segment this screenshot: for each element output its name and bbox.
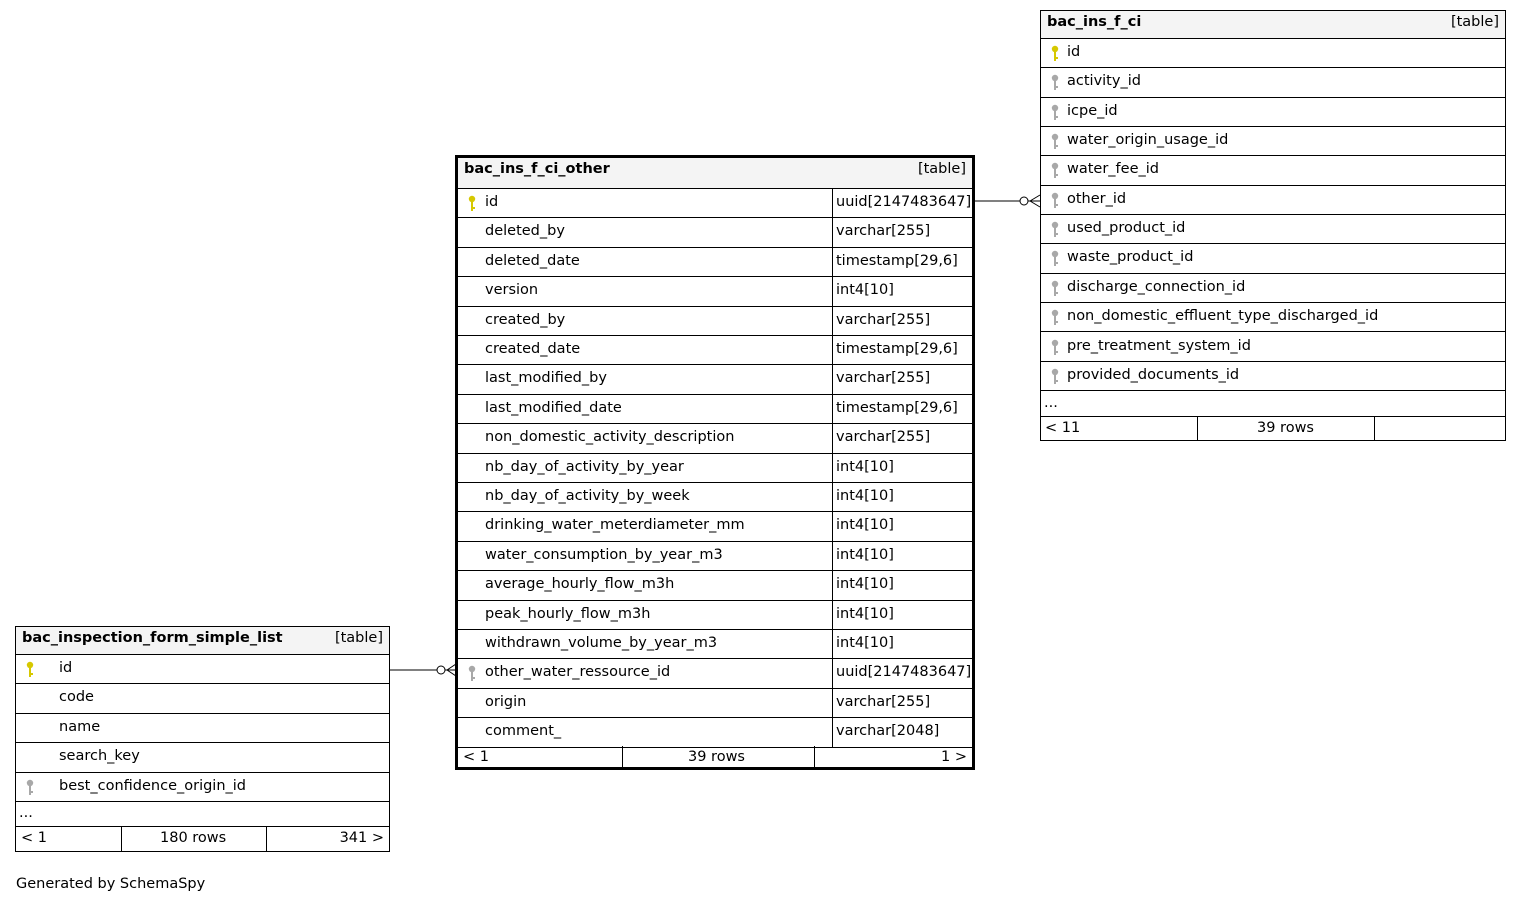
table-bac-inspection-form-simple-list[interactable] xyxy=(15,626,390,852)
column-name: peak_hourly_flow_m3h xyxy=(485,605,651,622)
foreign-key-icon xyxy=(1051,339,1059,357)
relationship-simple-to-other xyxy=(389,664,456,676)
column-name: average_hourly_flow_m3h xyxy=(485,576,675,593)
foreign-key-icon xyxy=(1051,74,1059,92)
table-header[interactable] xyxy=(1041,11,1505,39)
column-name: other_id xyxy=(1067,190,1127,207)
column-row[interactable] xyxy=(458,718,972,747)
foreign-key-icon xyxy=(1051,221,1059,239)
table-name: bac_ins_f_ci_other xyxy=(464,161,610,177)
foreign-key-icon xyxy=(1051,192,1059,210)
column-type: timestamp[29,6] xyxy=(836,252,958,269)
primary-key-icon xyxy=(1051,45,1059,63)
relationship-other-to-ci xyxy=(975,195,1040,207)
table-name: bac_inspection_form_simple_list xyxy=(22,630,283,646)
column-row[interactable] xyxy=(16,714,389,743)
column-type: varchar[255] xyxy=(836,370,931,387)
column-type: varchar[255] xyxy=(836,223,931,240)
column-row[interactable] xyxy=(1041,333,1505,362)
column-type: int4[10] xyxy=(836,458,894,475)
foreign-key-icon xyxy=(1051,250,1059,268)
column-row[interactable] xyxy=(1041,215,1505,244)
table-bac-ins-f-ci[interactable] xyxy=(1040,10,1506,441)
table-type: [table] xyxy=(917,161,966,177)
column-type: uuid[2147483647] xyxy=(836,194,972,210)
table-header[interactable] xyxy=(16,627,389,655)
column-row[interactable] xyxy=(1041,127,1505,156)
column-row[interactable] xyxy=(458,395,972,424)
column-row[interactable] xyxy=(458,542,972,571)
footer-parents[interactable]: < 11 xyxy=(1045,420,1081,436)
column-row[interactable] xyxy=(458,630,972,659)
table-footer xyxy=(458,746,972,770)
column-name: water_origin_usage_id xyxy=(1067,132,1229,149)
footer-parents[interactable]: < 1 xyxy=(21,830,47,846)
column-name: code xyxy=(59,689,94,706)
column-type: int4[10] xyxy=(836,635,894,651)
column-row[interactable] xyxy=(16,743,389,772)
column-type: int4[10] xyxy=(836,282,894,299)
column-row[interactable] xyxy=(458,365,972,394)
primary-key-icon xyxy=(468,195,476,213)
column-name: comment_ xyxy=(485,723,562,740)
column-name: withdrawn_volume_by_year_m3 xyxy=(485,635,718,651)
column-name: name xyxy=(59,718,101,735)
column-row[interactable] xyxy=(1041,244,1505,273)
column-row[interactable] xyxy=(1041,39,1505,68)
column-row[interactable] xyxy=(458,307,972,336)
primary-key-icon xyxy=(26,661,34,679)
column-type: int4[10] xyxy=(836,488,894,504)
column-name: id xyxy=(1067,44,1081,60)
column-row[interactable] xyxy=(458,336,972,365)
table-footer xyxy=(16,826,389,851)
column-name: non_domestic_activity_description xyxy=(485,429,735,446)
column-name: provided_documents_id xyxy=(1067,366,1240,383)
column-row[interactable] xyxy=(458,689,972,718)
column-row[interactable] xyxy=(458,277,972,306)
column-row[interactable] xyxy=(1041,68,1505,97)
column-name: origin xyxy=(485,693,527,710)
column-row[interactable] xyxy=(458,189,972,218)
table-type: [table] xyxy=(334,630,383,646)
column-name: waste_product_id xyxy=(1067,249,1194,266)
column-type: int4[10] xyxy=(836,576,894,593)
foreign-key-icon xyxy=(1051,368,1059,386)
foreign-key-icon xyxy=(1051,104,1059,122)
footer-row-count: 39 rows xyxy=(688,749,745,765)
column-row[interactable] xyxy=(1041,156,1505,185)
column-type: varchar[255] xyxy=(836,693,931,710)
table-bac-ins-f-ci-other[interactable] xyxy=(455,155,975,770)
footer-row-count: 180 rows xyxy=(160,830,227,846)
footer-row-count: 39 rows xyxy=(1257,420,1314,436)
column-row[interactable] xyxy=(458,659,972,688)
column-row[interactable] xyxy=(1041,274,1505,303)
table-name: bac_ins_f_ci xyxy=(1047,14,1142,30)
column-name: water_consumption_by_year_m3 xyxy=(485,546,723,563)
column-row[interactable] xyxy=(458,512,972,541)
column-name: used_product_id xyxy=(1067,220,1186,237)
column-row[interactable] xyxy=(1041,186,1505,215)
column-name: last_modified_by xyxy=(485,370,607,387)
column-name: nb_day_of_activity_by_year xyxy=(485,458,684,475)
column-row[interactable] xyxy=(458,571,972,600)
footer-children[interactable]: 341 > xyxy=(339,830,384,846)
column-name: id xyxy=(59,660,73,676)
column-name: deleted_by xyxy=(485,223,565,240)
column-name: water_fee_id xyxy=(1067,161,1159,178)
column-name: other_water_ressource_id xyxy=(485,664,671,681)
column-name: search_key xyxy=(59,748,140,765)
column-name: pre_treatment_system_id xyxy=(1067,337,1251,354)
column-name: id xyxy=(485,194,499,210)
column-row[interactable] xyxy=(458,248,972,277)
column-name: created_date xyxy=(485,341,581,357)
foreign-key-icon xyxy=(1051,162,1059,180)
column-type: varchar[255] xyxy=(836,429,931,446)
column-row[interactable] xyxy=(458,483,972,512)
column-row[interactable] xyxy=(16,684,389,713)
column-row[interactable] xyxy=(1041,98,1505,127)
column-name: deleted_date xyxy=(485,252,580,269)
footer-parents[interactable]: < 1 xyxy=(463,749,489,765)
column-name: activity_id xyxy=(1067,73,1141,90)
column-row[interactable] xyxy=(1041,362,1505,391)
column-name: icpe_id xyxy=(1067,102,1118,119)
table-header[interactable] xyxy=(458,158,972,189)
column-row[interactable] xyxy=(1041,303,1505,332)
more-columns-ellipsis: ... xyxy=(19,805,33,821)
column-row[interactable] xyxy=(458,424,972,453)
column-type: varchar[255] xyxy=(836,311,931,328)
foreign-key-icon xyxy=(468,665,476,683)
more-columns-ellipsis: ... xyxy=(1044,395,1058,411)
table-footer xyxy=(1041,416,1505,440)
column-type: int4[10] xyxy=(836,605,894,622)
column-name: nb_day_of_activity_by_week xyxy=(485,488,690,504)
column-name: created_by xyxy=(485,311,566,328)
column-row[interactable] xyxy=(458,454,972,483)
column-type: timestamp[29,6] xyxy=(836,399,958,416)
column-type: uuid[2147483647] xyxy=(836,664,972,681)
column-name: best_confidence_origin_id xyxy=(59,777,247,794)
column-row[interactable] xyxy=(16,773,389,802)
column-row[interactable] xyxy=(458,218,972,247)
foreign-key-icon xyxy=(1051,309,1059,327)
column-type: int4[10] xyxy=(836,517,894,534)
generated-by-label: Generated by SchemaSpy xyxy=(16,876,206,892)
column-name: drinking_water_meterdiameter_mm xyxy=(485,517,745,534)
foreign-key-icon xyxy=(26,779,34,797)
table-type: [table] xyxy=(1450,14,1499,30)
column-name: version xyxy=(485,282,539,299)
foreign-key-icon xyxy=(1051,133,1059,151)
column-name: last_modified_date xyxy=(485,399,622,416)
column-name: non_domestic_effluent_type_discharged_id xyxy=(1067,308,1379,325)
column-row[interactable] xyxy=(458,601,972,630)
footer-children[interactable]: 1 > xyxy=(941,749,967,765)
foreign-key-icon xyxy=(1051,280,1059,298)
column-type: timestamp[29,6] xyxy=(836,341,958,357)
column-name: discharge_connection_id xyxy=(1067,278,1246,295)
column-row[interactable] xyxy=(16,655,389,684)
column-type: int4[10] xyxy=(836,546,894,563)
column-type: varchar[2048] xyxy=(836,723,940,740)
